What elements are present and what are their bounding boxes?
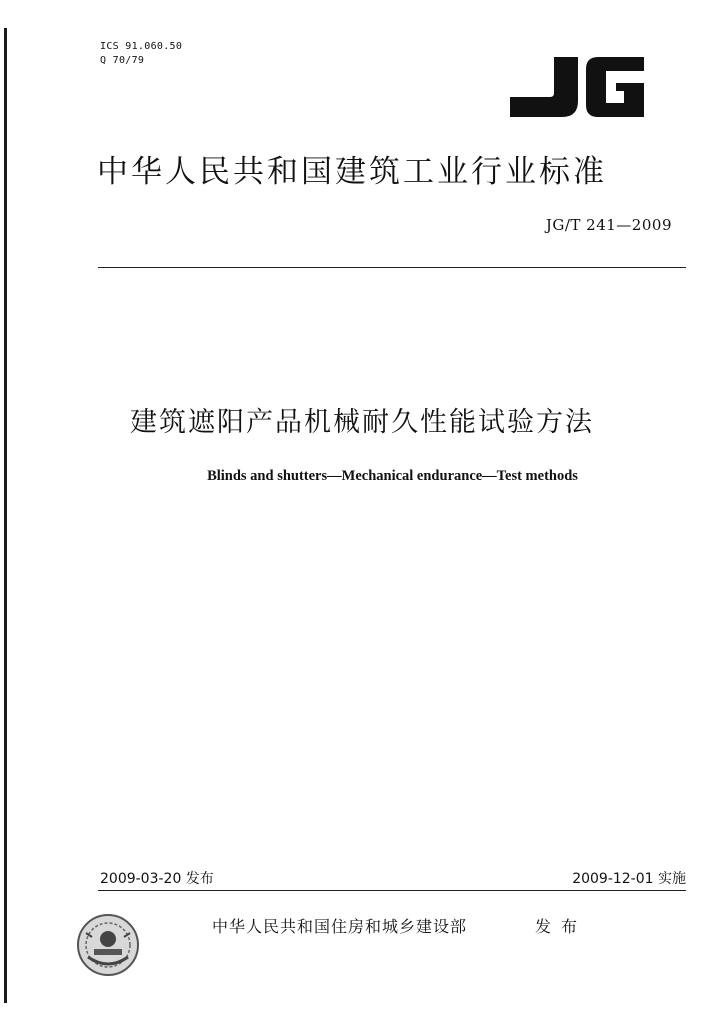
publish-label: 发布 (535, 917, 588, 936)
standard-number: JG/T 241—2009 (545, 216, 672, 234)
implementation-date: 2009-12-01 实施 (572, 871, 686, 887)
issue-date: 2009-03-20 发布 (100, 871, 214, 887)
publisher-name: 中华人民共和国住房和城乡建设部 (212, 917, 468, 936)
bottom-divider (98, 890, 686, 891)
ics-code: ICS 91.060.50 (100, 41, 183, 52)
class-code: Q 70/79 (100, 55, 145, 66)
chinese-title: 建筑遮阳产品机械耐久性能试验方法 (130, 407, 594, 438)
emblem-seal-icon (76, 913, 140, 977)
english-title: Blinds and shutters—Mechanical endurance—Test methods (207, 468, 578, 484)
main-title: 中华人民共和国建筑工业行业标准 (97, 154, 607, 190)
classification-codes (100, 40, 182, 68)
top-divider (98, 267, 686, 268)
jg-logo (506, 55, 646, 119)
scan-edge-line (4, 28, 7, 1003)
